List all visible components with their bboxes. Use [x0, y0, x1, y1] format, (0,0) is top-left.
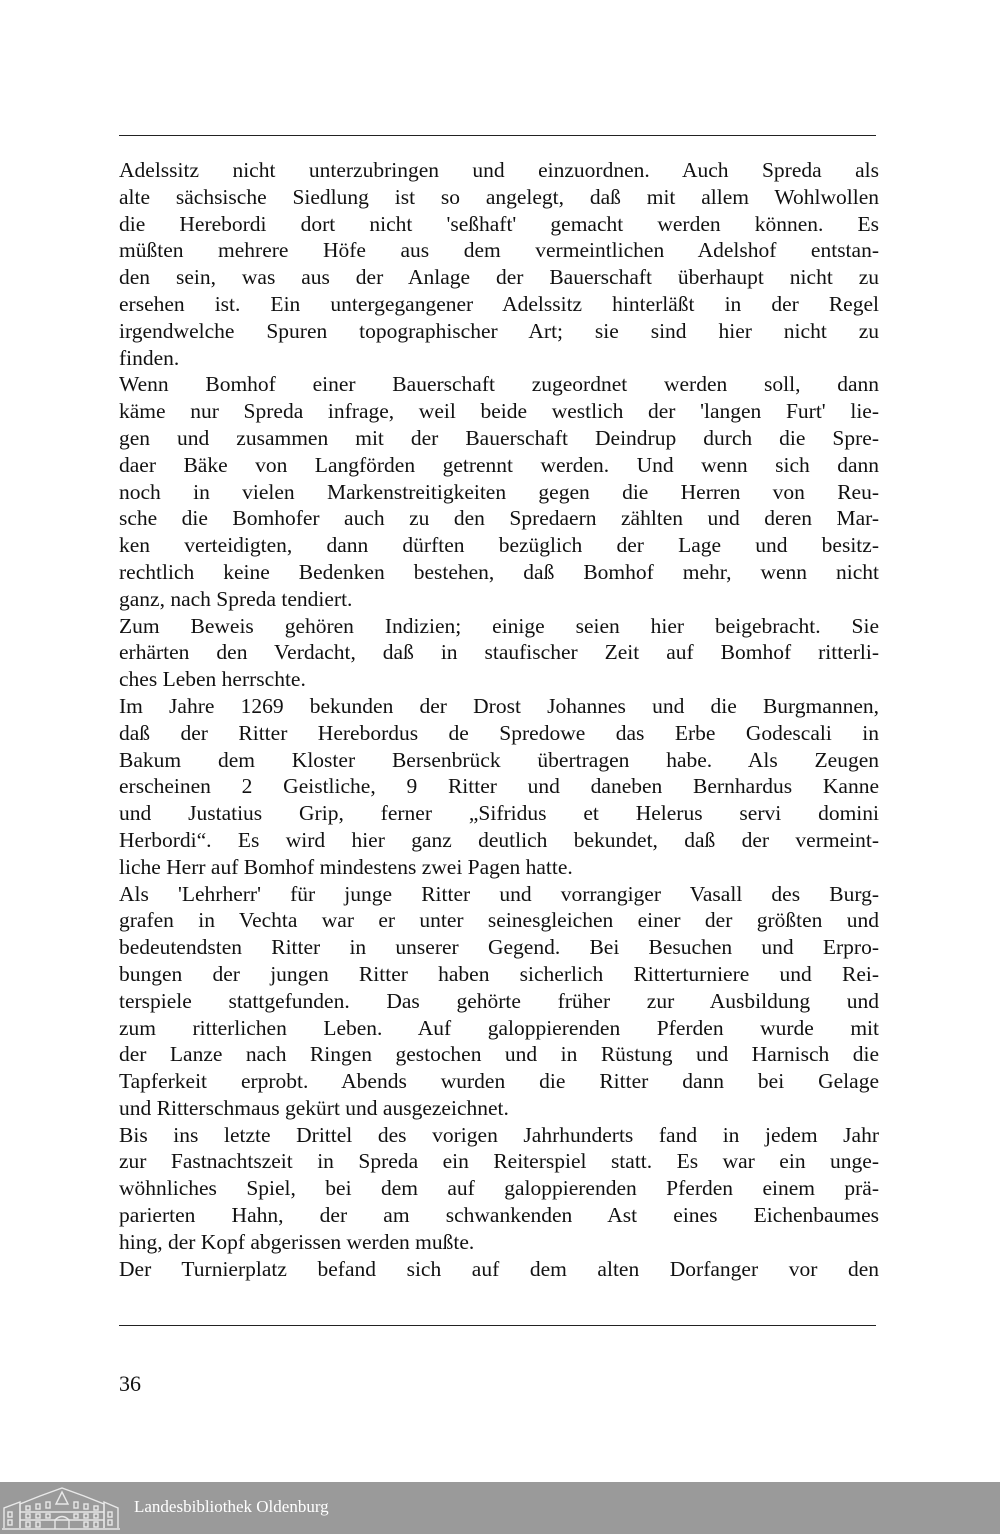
text-line: liche Herr auf Bomhof mindestens zwei Pagen hatte. [119, 854, 573, 879]
text-line: erscheinen 2 Geistliche, 9 Ritter und daneben Bernhardus Kanne [119, 774, 879, 799]
text-line: finden. [119, 345, 180, 370]
text-line: parierten Hahn, der am schwankenden Ast eines Eichenbaumes [119, 1203, 879, 1228]
text-line: Der Turnierplatz befand sich auf dem alten Dorfanger vor den [119, 1256, 879, 1281]
text-line: und Justatius Grip, ferner „Sifridus et Helerus servi domini [119, 801, 879, 826]
text-line: hing, der Kopf abgerissen werden mußte. [119, 1229, 475, 1254]
text-line: sche die Bomhofer auch zu den Spredaern zählten und deren Mar- [119, 506, 879, 531]
text-line: rechtlich keine Bedenken bestehen, daß Bomhof mehr, wenn nicht [119, 559, 879, 584]
text-line: ersehen ist. Ein untergegangener Adelssitz hinterläßt in der Regel [119, 291, 879, 316]
text-line: gen und zusammen mit der Bauerschaft Deindrup durch die Spre- [119, 425, 879, 450]
text-line: terspiele stattgefunden. Das gehörte früher zur Ausbildung und [119, 988, 879, 1013]
library-name-label: Landesbibliothek Oldenburg [134, 1497, 329, 1516]
text-line: ken verteidigten, dann dürften bezüglich der Lage und besitz- [119, 533, 879, 558]
text-line: der Lanze nach Ringen gestochen und in Rüstung und Harnisch die [119, 1042, 879, 1067]
library-footer-bar [0, 1482, 1000, 1534]
page-number: 36 [119, 1371, 141, 1396]
text-line: Herbordi“. Es wird hier ganz deutlich bekundet, daß der vermeint- [119, 827, 879, 852]
text-line: Im Jahre 1269 bekunden der Drost Johannes und die Burgmannen, [119, 693, 879, 718]
text-line: daß der Ritter Herebordus de Spredowe das Erbe Godescali in [119, 720, 879, 745]
text-line: und Ritterschmaus gekürt und ausgezeichnet. [119, 1095, 509, 1120]
text-line: Als 'Lehrherr' für junge Ritter und vorrangiger Vasall des Burg- [119, 881, 879, 906]
text-line: käme nur Spreda infrage, weil beide westlich der 'langen Furt' lie- [119, 399, 879, 424]
text-line: die Herebordi dort nicht 'seßhaft' gemacht werden können. Es [119, 211, 879, 236]
text-line: erhärten den Verdacht, daß in staufischer Zeit auf Bomhof ritterli- [119, 640, 879, 665]
text-line: zum ritterlichen Leben. Auf galoppierenden Pferden wurde mit [119, 1015, 879, 1040]
text-line: alte sächsische Siedlung ist so angelegt, daß mit allem Wohlwollen [119, 184, 879, 209]
text-line: daer Bäke von Langförden getrennt werden. Und wenn sich dann [119, 452, 879, 477]
library-building-icon [0, 1482, 122, 1534]
text-line: bedeutendsten Ritter in unserer Gegend. Bei Besuchen und Erpro- [119, 935, 879, 960]
page-body-text [119, 157, 879, 1282]
text-line: den sein, was aus der Anlage der Bauerschaft überhaupt nicht zu [119, 265, 879, 290]
text-line: Adelssitz nicht unterzubringen und einzuordnen. Auch Spreda als [119, 158, 879, 182]
text-line: ches Leben herrschte. [119, 667, 306, 692]
text-line: Bis ins letzte Drittel des vorigen Jahrhunderts fand in jedem Jahr [119, 1122, 879, 1147]
text-line: noch in vielen Markenstreitigkeiten gegen die Herren von Reu- [119, 479, 879, 504]
top-rule [119, 135, 876, 136]
text-line: wöhnliches Spiel, bei dem auf galoppierenden Pferden einem prä- [119, 1176, 879, 1201]
text-line: bungen der jungen Ritter haben sicherlich Ritterturniere und Rei- [119, 961, 879, 986]
text-line: zur Fastnachtszeit in Spreda ein Reiterspiel statt. Es war ein unge- [119, 1149, 879, 1174]
text-line: Zum Beweis gehören Indizien; einige seien hier beigebracht. Sie [119, 613, 879, 638]
text-line: ganz, nach Spreda tendiert. [119, 586, 353, 611]
text-line: irgendwelche Spuren topographischer Art; sie sind hier nicht zu [119, 318, 879, 343]
text-line: Bakum dem Kloster Bersenbrück übertragen habe. Als Zeugen [119, 747, 879, 772]
text-line: müßten mehrere Höfe aus dem vermeintlichen Adelshof entstan- [119, 238, 879, 263]
text-line: Wenn Bomhof einer Bauerschaft zugeordnet werden soll, dann [119, 372, 879, 397]
text-line: grafen in Vechta war er unter seinesgleichen einer der größten und [119, 908, 879, 933]
bottom-rule [119, 1325, 876, 1326]
text-line: Tapferkeit erprobt. Abends wurden die Ritter dann bei Gelage [119, 1069, 879, 1094]
